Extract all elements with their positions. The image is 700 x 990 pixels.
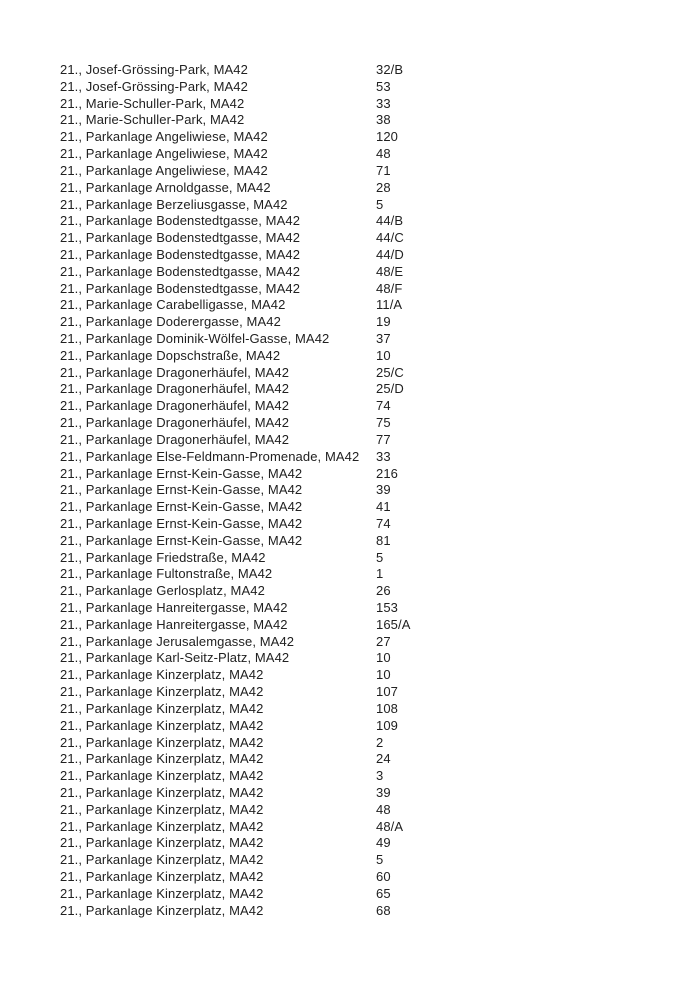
row-number: 81 [376,532,391,548]
row-number: 25/C [376,364,404,380]
list-row [60,264,700,281]
list-row [60,180,700,197]
row-number: 10 [376,650,391,666]
list-row [60,835,700,852]
list-row [60,751,700,768]
list-row [60,79,700,96]
row-location: 21., Parkanlage Kinzerplatz, MA42 [60,717,264,733]
list-row [60,62,700,79]
park-list [60,62,700,919]
row-number: 33 [376,448,391,464]
row-number: 75 [376,415,391,431]
row-number: 26 [376,583,391,599]
row-location: 21., Parkanlage Arnoldgasse, MA42 [60,179,271,195]
list-row [60,398,700,415]
row-location: 21., Parkanlage Dragonerhäufel, MA42 [60,398,290,414]
row-number: 153 [376,600,398,615]
row-location: 21., Parkanlage Bodenstedtgasse, MA42 [60,246,301,262]
row-number: 65 [376,885,391,901]
list-row [60,365,700,382]
row-location: 21., Parkanlage Kinzerplatz, MA42 [60,667,264,683]
row-number: 109 [376,717,398,733]
row-location: 21., Marie-Schuller-Park, MA42 [60,112,245,128]
row-number: 27 [376,633,391,649]
list-row [60,617,700,634]
row-location: 21., Parkanlage Kinzerplatz, MA42 [60,684,264,700]
row-location: 21., Parkanlage Kinzerplatz, MA42 [60,734,264,750]
row-location: 21., Parkanlage Angeliwiese, MA42 [60,162,268,178]
row-number: 74 [376,398,391,414]
list-row [60,802,700,819]
row-number: 108 [376,700,398,716]
row-location: 21., Parkanlage Friedstraße, MA42 [60,549,266,565]
list-row [60,516,700,533]
list-row [60,634,700,651]
row-number: 216 [376,465,398,481]
row-location: 21., Parkanlage Dopschstraße, MA42 [60,347,281,363]
row-location: 21., Parkanlage Bodenstedtgasse, MA42 [60,230,301,246]
list-row [60,230,700,247]
list-row [60,852,700,869]
row-location: 21., Parkanlage Ernst-Kein-Gasse, MA42 [60,532,303,548]
row-number: 60 [376,869,391,884]
row-number: 24 [376,751,391,767]
row-location: 21., Parkanlage Dragonerhäufel, MA42 [60,415,290,431]
list-row [60,667,700,684]
row-number: 3 [376,768,384,784]
row-location: 21., Parkanlage Karl-Seitz-Platz, MA42 [60,650,290,666]
row-location: 21., Parkanlage Bodenstedtgasse, MA42 [60,213,301,229]
row-number: 165/A [376,616,411,632]
list-row [60,785,700,802]
row-location: 21., Parkanlage Bodenstedtgasse, MA42 [60,280,301,296]
list-row [60,129,700,146]
row-number: 48/E [376,263,404,279]
row-location: 21., Parkanlage Kinzerplatz, MA42 [60,751,264,767]
row-location: 21., Parkanlage Dragonerhäufel, MA42 [60,431,290,447]
list-row [60,449,700,466]
row-location: 21., Parkanlage Dragonerhäufel, MA42 [60,364,290,380]
row-location: 21., Josef-Grössing-Park, MA42 [60,78,248,94]
row-number: 39 [376,482,391,498]
row-number: 2 [376,734,384,750]
row-number: 5 [376,549,384,565]
row-number: 5 [376,852,384,868]
row-number: 28 [376,179,391,195]
row-number: 48/A [376,818,404,834]
list-row [60,684,700,701]
row-location: 21., Parkanlage Kinzerplatz, MA42 [60,885,264,901]
list-row [60,650,700,667]
row-number: 32/B [376,62,404,77]
list-row [60,112,700,129]
list-row [60,247,700,264]
row-location: 21., Parkanlage Hanreitergasse, MA42 [60,616,288,632]
row-number: 39 [376,784,391,800]
row-number: 10 [376,347,391,363]
row-location: 21., Parkanlage Fultonstraße, MA42 [60,566,273,582]
list-row [60,499,700,516]
row-location: 21., Parkanlage Kinzerplatz, MA42 [60,818,264,834]
row-location: 21., Josef-Grössing-Park, MA42 [60,62,248,77]
list-row [60,466,700,483]
list-row [60,718,700,735]
list-row [60,415,700,432]
list-row [60,566,700,583]
list-row [60,281,700,298]
row-number: 44/D [376,246,404,262]
row-location: 21., Parkanlage Ernst-Kein-Gasse, MA42 [60,515,303,531]
row-location: 21., Parkanlage Hanreitergasse, MA42 [60,600,288,615]
row-location: 21., Parkanlage Ernst-Kein-Gasse, MA42 [60,499,303,515]
list-row [60,432,700,449]
row-location: 21., Parkanlage Kinzerplatz, MA42 [60,801,264,817]
row-location: 21., Parkanlage Angeliwiese, MA42 [60,146,268,162]
row-number: 5 [376,196,384,212]
row-number: 71 [376,162,391,178]
row-location: 21., Parkanlage Kinzerplatz, MA42 [60,869,264,884]
list-row [60,600,700,617]
row-number: 44/B [376,213,404,229]
row-location: 21., Parkanlage Berzeliusgasse, MA42 [60,196,288,212]
row-location: 21., Parkanlage Ernst-Kein-Gasse, MA42 [60,482,303,498]
list-row [60,768,700,785]
row-number: 37 [376,331,391,346]
row-number: 74 [376,515,391,531]
row-location: 21., Parkanlage Kinzerplatz, MA42 [60,784,264,800]
list-row [60,550,700,567]
list-row [60,886,700,903]
list-row [60,735,700,752]
row-location: 21., Parkanlage Jerusalemgasse, MA42 [60,633,295,649]
row-number: 48 [376,146,391,162]
row-location: 21., Parkanlage Gerlosplatz, MA42 [60,583,265,599]
list-row [60,331,700,348]
row-location: 21., Parkanlage Kinzerplatz, MA42 [60,835,264,851]
row-location: 21., Parkanlage Ernst-Kein-Gasse, MA42 [60,465,303,481]
list-row [60,297,700,314]
row-location: 21., Marie-Schuller-Park, MA42 [60,95,245,111]
row-number: 1 [376,566,384,582]
row-location: 21., Parkanlage Kinzerplatz, MA42 [60,700,264,716]
row-number: 11/A [376,297,403,313]
row-number: 107 [376,684,398,700]
row-number: 68 [376,902,391,918]
row-location: 21., Parkanlage Bodenstedtgasse, MA42 [60,263,301,279]
row-number: 48/F [376,280,403,296]
row-number: 120 [376,129,398,145]
row-location: 21., Parkanlage Kinzerplatz, MA42 [60,852,264,868]
row-number: 49 [376,835,391,851]
row-location: 21., Parkanlage Kinzerplatz, MA42 [60,768,264,784]
list-row [60,163,700,180]
list-row [60,869,700,886]
row-location: 21., Parkanlage Dragonerhäufel, MA42 [60,381,290,397]
list-row [60,381,700,398]
row-number: 25/D [376,381,404,397]
list-row [60,314,700,331]
row-location: 21., Parkanlage Angeliwiese, MA42 [60,129,268,145]
row-number: 10 [376,667,391,683]
list-row [60,146,700,163]
list-row [60,819,700,836]
row-location: 21., Parkanlage Doderergasse, MA42 [60,314,281,330]
list-row [60,197,700,214]
list-row [60,96,700,113]
row-location: 21., Parkanlage Dominik-Wölfel-Gasse, MA42 [60,331,330,346]
row-number: 41 [376,499,391,515]
list-row [60,482,700,499]
row-number: 48 [376,801,391,817]
list-row [60,701,700,718]
row-number: 44/C [376,230,404,246]
row-number: 77 [376,431,391,447]
row-location: 21., Parkanlage Kinzerplatz, MA42 [60,902,264,918]
row-location: 21., Parkanlage Else-Feldmann-Promenade, MA42 [60,448,360,464]
list-row [60,348,700,365]
row-number: 38 [376,112,391,128]
list-row [60,213,700,230]
list-row [60,533,700,550]
row-number: 53 [376,78,391,94]
row-number: 33 [376,95,391,111]
list-row [60,583,700,600]
row-number: 19 [376,314,391,330]
row-location: 21., Parkanlage Carabelligasse, MA42 [60,297,286,313]
list-row [60,903,700,920]
